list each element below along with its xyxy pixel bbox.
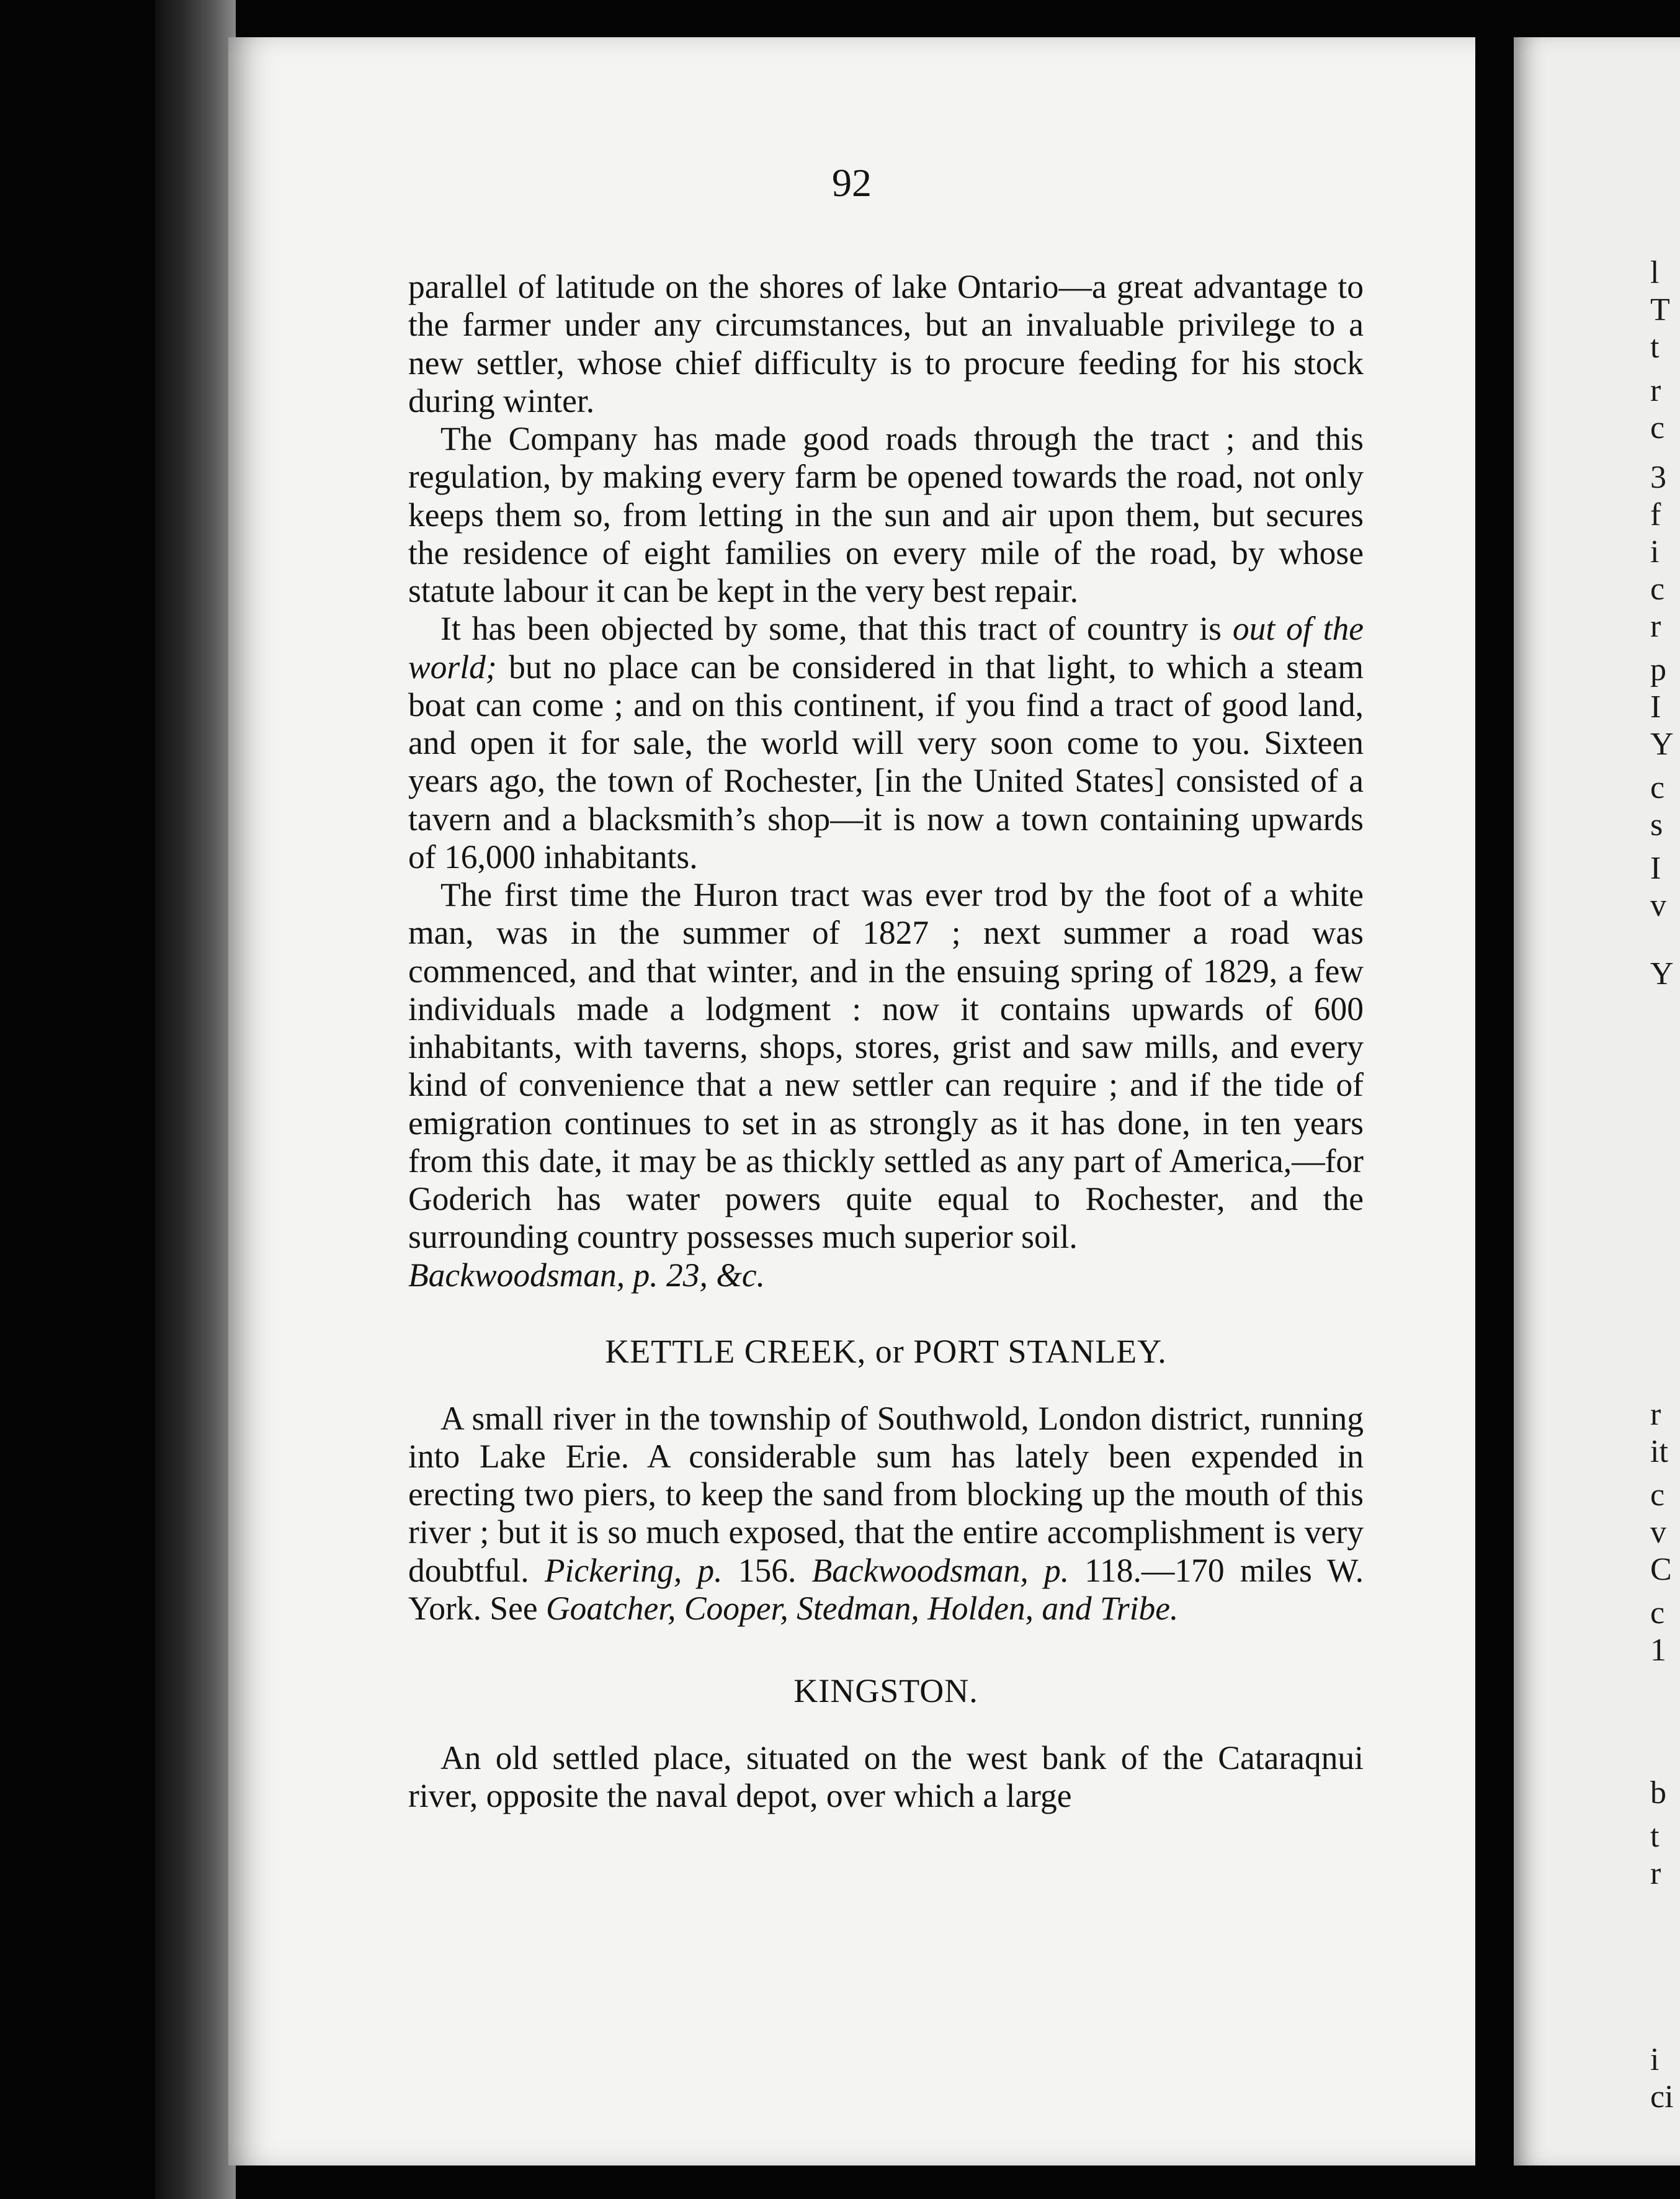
facing-page-letter: c xyxy=(1650,1477,1665,1513)
facing-page-letter: i xyxy=(1650,2042,1660,2077)
facing-page-letter: ci xyxy=(1650,2079,1674,2115)
facing-page-letter: Y xyxy=(1650,956,1674,992)
paragraph-kingston: An old settled place, situated on the west bank of the Cataraqnui river, opposite the naval depot, over which a large xyxy=(408,1739,1364,1815)
paragraph-kettle-creek xyxy=(408,1400,1364,1628)
italic-phrase: out of the world; xyxy=(408,610,1364,686)
facing-page-letter: T xyxy=(1650,292,1670,328)
facing-page-letter: t xyxy=(1650,329,1660,365)
facing-page-letter: v xyxy=(1650,888,1666,923)
facing-page-letter: I xyxy=(1650,851,1661,886)
citation-backwoodsman-2: Backwoodsman, p. xyxy=(811,1551,1070,1589)
facing-page-letter: c xyxy=(1650,1595,1665,1631)
facing-page-letter: v xyxy=(1650,1515,1666,1550)
facing-page-letter: Y xyxy=(1650,727,1674,762)
facing-page-letter: i xyxy=(1650,534,1660,570)
facing-page-letter: r xyxy=(1650,1397,1661,1432)
facing-page-letter: r xyxy=(1650,373,1661,408)
facing-page-letter: c xyxy=(1650,410,1665,446)
paragraph-rest: but no place can be considered in that light, to which a steam boat can come ; and on this continent, if you find a tract of good land, and open it for sale, the world will very soon come to you. Sixteen years ago, the town of Rochester, [in the United States] consisted of a tavern and a blacksmith’s shop—it is now a town containing upwards of 16,000 inhabitants. xyxy=(408,648,1364,876)
facing-page-letter: s xyxy=(1650,807,1663,843)
facing-page-letter: r xyxy=(1650,609,1661,644)
citation-backwoodsman: Backwoodsman, p. 23, &c. xyxy=(408,1256,766,1294)
paragraph-company-roads: The Company has made good roads through the tract ; and this regulation, by making every farm be opened towards the road, not only keeps them so, from letting in the sun and air upon them, but secures the residence of eight families on every mile of the road, by whose statute labour it can be kept in the very best repair. xyxy=(408,420,1364,609)
facing-page-letter: c xyxy=(1650,571,1665,607)
citation-pickering: Pickering, p. xyxy=(544,1551,723,1589)
facing-page-letter: t xyxy=(1650,1819,1660,1854)
citation-pickering-page: 156. xyxy=(722,1551,812,1589)
facing-page-letter: C xyxy=(1650,1552,1672,1587)
facing-page-letter: c xyxy=(1650,770,1665,805)
heading-kettle-creek: KETTLE CREEK, or PORT STANLEY. xyxy=(605,1332,1167,1370)
book-binding xyxy=(155,0,236,2199)
paragraph-lead: It has been objected by some, that this tract of country is xyxy=(440,610,1233,648)
facing-page-letter: p xyxy=(1650,652,1666,687)
facing-page-letter: 1 xyxy=(1650,1632,1666,1668)
facing-page-letter: r xyxy=(1650,1856,1661,1891)
facing-page-letter: b xyxy=(1650,1775,1666,1811)
paragraph-continued: parallel of latitude on the shores of lake Ontario—a great advantage to the farmer under any circumstances, but an invaluable privilege to a new settler, whose chief difficulty is to procure feeding for his stock during winter. xyxy=(408,268,1364,419)
facing-page-letter: it xyxy=(1650,1434,1668,1469)
citation-distance: 118.—170 miles W. York. See xyxy=(408,1551,1364,1627)
facing-page-letter: l xyxy=(1650,255,1660,290)
page-body xyxy=(408,268,1364,1815)
paragraph-huron-text: The first time the Huron tract was ever trod by the foot of a white man, was in the summer of 1827 ; next summer a road was commenced, and that winter, and in the ensuing spring of 1829, a few individuals made a lodgment : now it contains upwards of 600 inhabitants, with taverns, shops, stores, grist and saw mills, and every kind of convenience that a new settler can require ; and if the tide of emigration continues to set in as strongly as it has done, in ten years from this date, it may be as thickly settled as any part of America,—for Goderich has water powers quite equal to Rochester, and the surrounding country possesses much superior soil. xyxy=(408,876,1364,1256)
facing-page-letter: 3 xyxy=(1650,460,1666,495)
facing-page-letter: f xyxy=(1650,497,1661,532)
heading-kingston: KINGSTON. xyxy=(793,1672,978,1710)
paragraph-out-of-the-world xyxy=(408,610,1364,876)
paragraph-huron-tract xyxy=(408,876,1364,1294)
facing-page-letter: I xyxy=(1650,689,1661,725)
kettle-text: A small river in the township of Southwold, London district, running into Lake Erie. A considerable sum has lately been expended in erecting two piers, to keep the sand from blocking up the mouth of this river ; but it is so much exposed, that the entire accomplishment is very doubtful. xyxy=(408,1399,1364,1589)
book-page xyxy=(228,37,1475,2165)
page-number: 92 xyxy=(832,161,872,205)
see-also-list: Goatcher, Cooper, Stedman, Holden, and Tribe. xyxy=(545,1589,1179,1627)
